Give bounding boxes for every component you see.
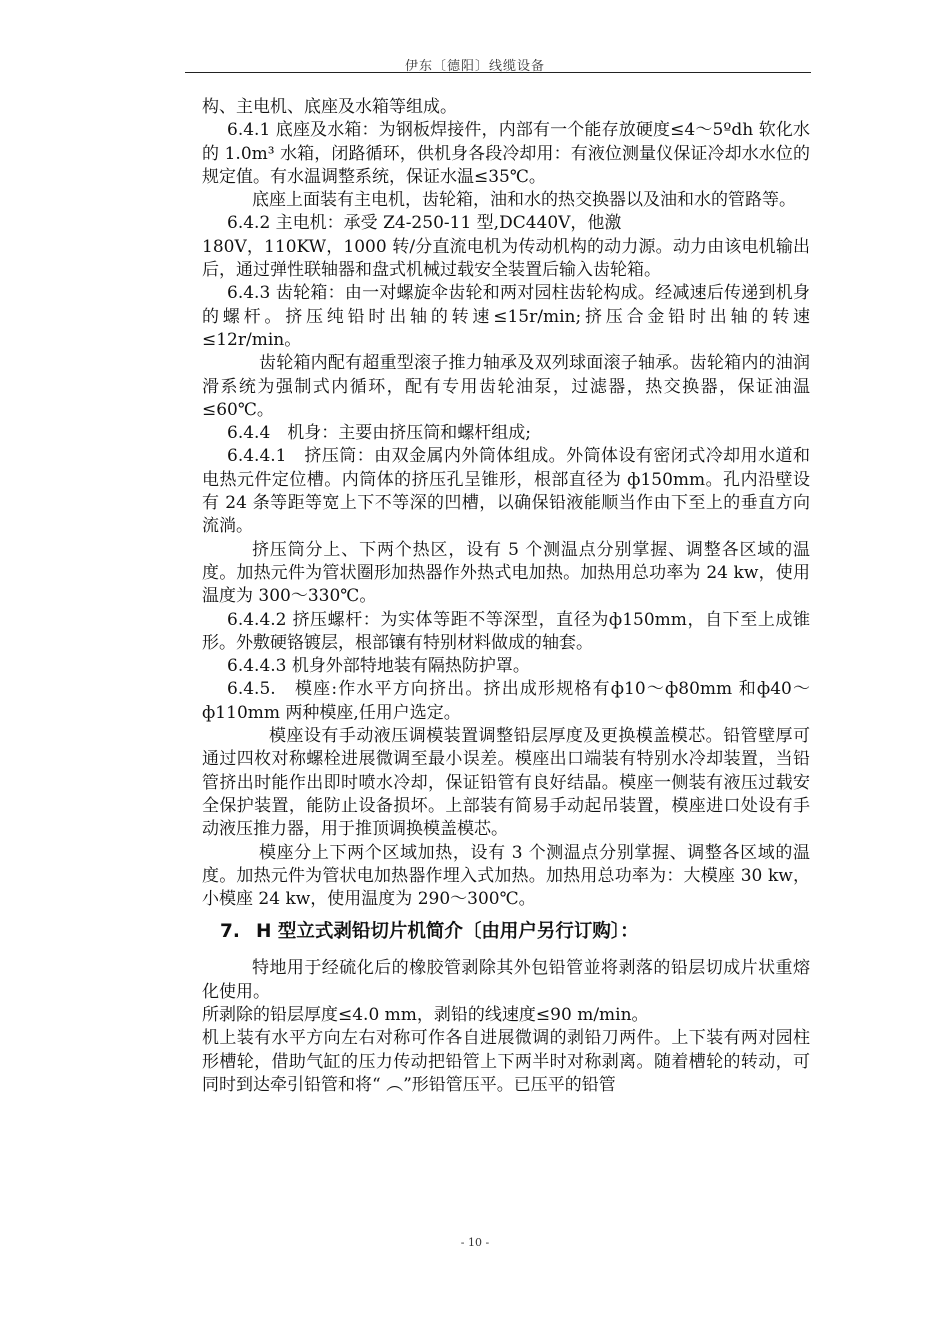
paragraph: 模座设有手动液压调模装置调整铅层厚度及更换模盖模芯。铅管壁厚可通过四枚对称螺栓进展微调至最小误差。模座出口端装有特别水冷却装置，当铅管挤出时能作出即时喷水冷却，保证铅管有良好结晶。模座一侧装有液压过载安全保护装置，能防止设备损坏。上部装有简易手动起吊装置，模座进口处设有手动液压推力器，用于推顶调换模盖模芯。 bbox=[202, 726, 810, 840]
paragraph: 所剥除的铅层厚度≤4.0 mm，剥铅的线速度≤90 m/min。 bbox=[202, 1004, 649, 1025]
section-heading bbox=[202, 917, 810, 947]
paragraph: 180V，110KW，1000 转/分直流电机为传动机构的动力源。动力由该电机输出后，通过弹性联轴器和盘式机械过载安全装置后输入齿轮箱。 bbox=[202, 236, 810, 281]
paragraph-6-4-1: 6.4.1 底座及水箱：为钢板焊接件，内部有一个能存放硬度≤4～5ºdh 软化水的 1.0m³ 水箱，闭路循环，供机身各段冷却用：有液位测量仪保证冷却水水位的规定值。有水温调整系统，保证水温≤35℃。 bbox=[202, 120, 810, 187]
paragraph: 挤压筒分上、下两个热区，设有 5 个测温点分别掌握、调整各区域的温度。加热元件为管状圈形加热器作外热式电加热。加热用总功率为 24 kw，使用温度为 300～330℃。 bbox=[202, 539, 810, 607]
paragraph: 构、主电机、底座及水箱等组成。 bbox=[202, 97, 457, 117]
paragraph-6-4-4: 6.4.4 机身：主要由挤压筒和螺杆组成; bbox=[227, 423, 531, 444]
page-number: - 10 - bbox=[460, 1236, 490, 1249]
paragraph-6-4-3: 6.4.3 齿轮箱：由一对螺旋伞齿轮和两对园柱齿轮构成。经减速后传递到机身的螺杆。挤压纯铅时出轴的转速≤15r/min;挤压合金铅时出轴的转速≤12r/min。 bbox=[202, 283, 810, 350]
paragraph-6-4-4-1: 6.4.4.1 挤压筒：由双金属内外筒体组成。外筒体设有密闭式冷却用水道和电热元件定位槽。内筒体的挤压孔呈锥形，根部直径为 ф150mm。孔内沿壁设有 24 条等距等宽上下不等深的凹槽，以确保铅液能顺当作由下至上的垂直方向流淌。 bbox=[202, 446, 810, 537]
paragraph-6-4-2: 6.4.2 主电机：承受 Z4-250-11 型,DC440V，他激 bbox=[227, 213, 622, 234]
paragraph: 底座上面装有主电机，齿轮箱，油和水的热交换器以及油和水的管路等。 bbox=[252, 190, 796, 211]
paragraph: 模座分上下两个区域加热，设有 3 个测温点分别掌握、调整各区域的温度。加热元件为管状电加热器作埋入式加热。加热用总功率为：大模座 30 kw，小模座 24 kw，使用温度为 290～300℃。 bbox=[202, 842, 810, 910]
paragraph-6-4-5: 6.4.5. 模座:作水平方向挤出。挤出成形规格有ф10～ф80mm 和ф40～ф110mm 两种模座,任用户选定。 bbox=[202, 679, 811, 723]
document-body bbox=[202, 96, 810, 1097]
paragraph: 齿轮箱内配有超重型滚子推力轴承及双列球面滚子轴承。齿轮箱内的油润滑系统为强制式内循环，配有专用齿轮油泵，过滤器，热交换器，保证油温≤60℃。 bbox=[202, 353, 810, 420]
paragraph-6-4-4-3: 6.4.4.3 机身外部特地装有隔热防护罩。 bbox=[227, 656, 530, 677]
section-title: H 型立式剥铅切片机简介〔由用户另行订购〕： bbox=[256, 921, 639, 943]
section-number: 7. bbox=[220, 921, 240, 943]
paragraph-6-4-4-2: 6.4.4.2 挤压螺杆：为实体等距不等深型，直径为ф150mm，自下至上成锥形。外敷硬铬镀层，根部镶有特别材料做成的轴套。 bbox=[202, 609, 810, 653]
page-header: 伊东〔德阳〕线缆设备 bbox=[404, 59, 545, 74]
paragraph: 特地用于经硫化后的橡胶管剥除其外包铅管並将剥落的铅层切成片状重熔化使用。 bbox=[202, 958, 810, 1002]
header-divider bbox=[185, 72, 811, 73]
paragraph: 机上装有水平方向左右对称可作各自进展微调的剥铅刀两件。上下装有两对园柱形槽轮，借助气缸的压力传动把铅管上下两半时对称剥离。随着槽轮的转动，可同时到达牵引铅管和将“ ︵”形铅管压平。已压平的铅管 bbox=[202, 1028, 810, 1095]
